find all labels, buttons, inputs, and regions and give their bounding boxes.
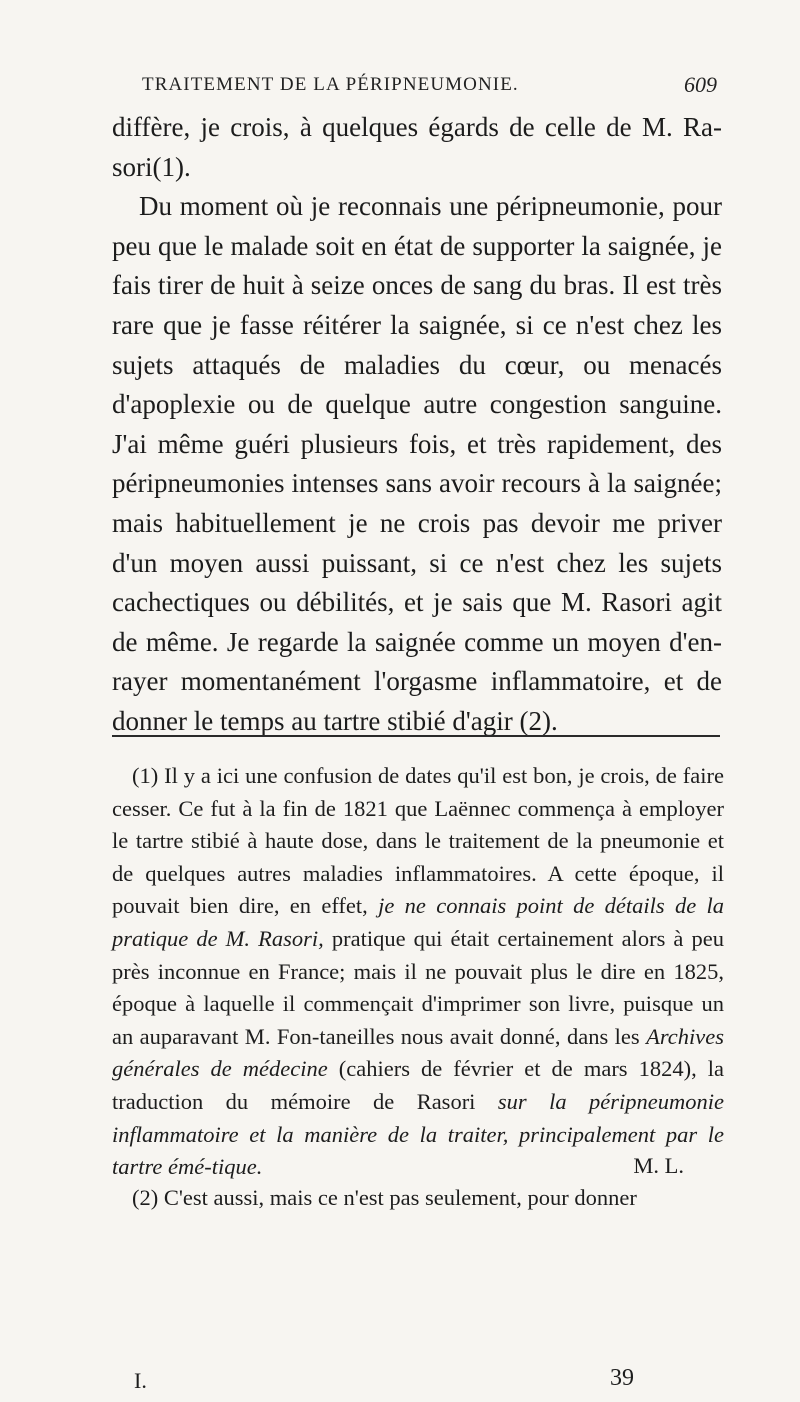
running-title: TRAITEMENT DE LA PÉRIPNEUMONIE. <box>142 74 519 95</box>
footnote-1-quote: je ne connais point de détails de la pratique de M. Rasori, <box>112 893 724 951</box>
footnote-1-text-b: pratique qui était certainement alors à peu près inconnue en France; mais il ne pouvait plus le dire en 1825, époque à laquelle il commençait d'imprimer son livre, puisque un an auparavant M. Fon-taneilles nous avait donné, dans les <box>112 925 724 1049</box>
footnote-1 <box>112 760 724 1184</box>
footnote-1-journal-title: Archives générales de médecine <box>112 1023 724 1082</box>
footnote-2: (2) C'est aussi, mais ce n'est pas seulement, pour donner <box>132 1185 637 1211</box>
footnote-divider <box>112 735 720 737</box>
running-header <box>112 74 717 104</box>
main-text <box>112 108 722 742</box>
paragraph: Du moment où je reconnais une péripneumonie, pour peu que le malade soit en état de supporter la saignée, je fais tirer de huit à seize onces de sang du bras. Il est très rare que je fasse réitérer la saignée, si ce n'est chez les sujets attaqués de maladies du cœur, ou menacés d'apoplexie ou de quelque autre congestion sanguine. J'ai même guéri plusieurs fois, et très rapidement, des péripneumonies intenses sans avoir recours à la saignée; mais habituellement je ne crois pas devoir me priver d'un moyen aussi puissant, si ce n'est chez les sujets cachectiques ou débilités, et je sais que M. Rasori agit de même. Je regarde la saignée comme un moyen d'en-rayer momentanément l'orgasme inflammatoire, et de donner le temps au tartre stibié d'agir (2). <box>112 191 722 736</box>
footnote-1-text-a: (1) Il y a ici une confusion de dates qu'il est bon, je crois, de faire cesser. Ce fut à la fin de 1821 que Laënnec commença à employer le tartre stibié à haute dose, dans le traitement de la pneumonie et de quelques autres maladies inflammatoires. A cette époque, il pouvait bien dire, en effet, <box>112 763 724 919</box>
footnote-1-text-c: (cahiers de février et de mars 1824), la traduction du mémoire de Rasori <box>112 1056 724 1114</box>
paragraph-continuation: diffère, je crois, à quelques égards de celle de M. Ra-sori(1). <box>112 112 722 182</box>
sheet-number: 39 <box>610 1365 634 1391</box>
page-number: 609 <box>684 72 717 97</box>
footnote-1-signature: M. L. <box>633 1152 684 1178</box>
footnotes <box>112 760 724 1215</box>
footnote-1-memoir-title: sur la péripneumonie inflammatoire et la manière de la traiter, principalement par le tartre émé-tique. <box>112 1088 725 1180</box>
signature-mark: I. <box>134 1368 147 1393</box>
